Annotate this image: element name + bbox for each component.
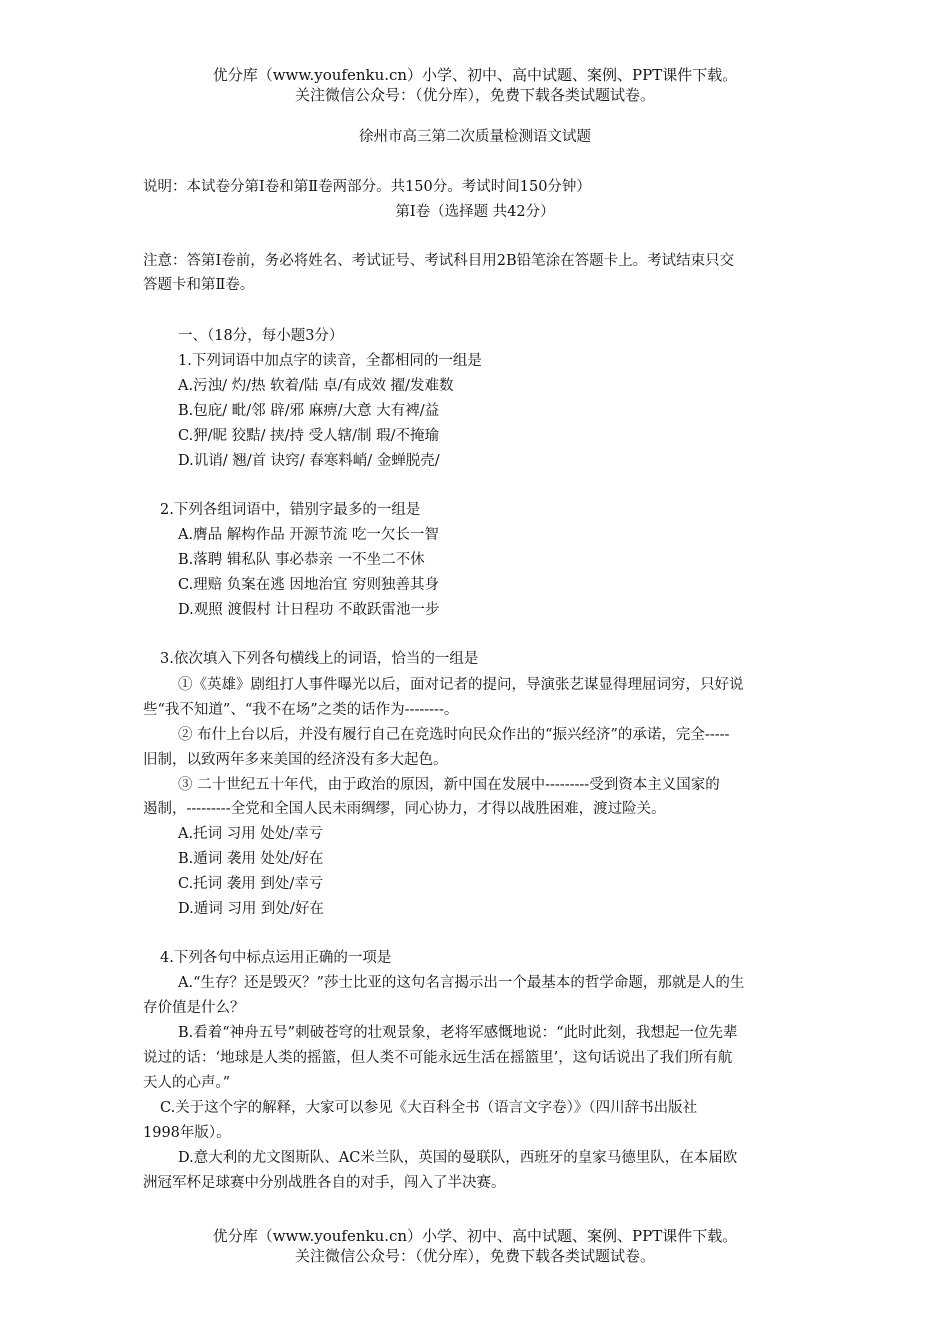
q4-option-b-line-3: 天人的心声。” bbox=[143, 1075, 231, 1091]
q3-sentence-1-line-1: ①《英雄》剧组打人事件曝光以后，面对记者的提问，导演张艺谋显得理屈词穷，只好说 bbox=[178, 677, 744, 693]
header-line-2: 关注微信公众号：（优分库），免费下载各类试题试卷。 bbox=[294, 86, 655, 104]
q2-stem: 2.下列各组词语中，错别字最多的一组是 bbox=[160, 502, 421, 518]
q4-option-d-line-1: D.意大利的尤文图斯队、AC米兰队，英国的曼联队，西班牙的皇家马德里队，在本届欧 bbox=[178, 1150, 738, 1166]
q1-option-b: B.包庇/ 毗/邻 辟/邪 麻痹/大意 大有裨/益 bbox=[178, 403, 440, 419]
q3-sentence-3-line-2: 遏制，---------全党和全国人民未雨绸缪，同心协力，才得以战胜困难，渡过险关。 bbox=[143, 801, 666, 817]
q1-option-c: C.狎/昵 狡黠/ 挟/持 受人辖/制 瑕/不掩瑜 bbox=[178, 428, 440, 444]
q2-option-b: B.落聘 辑私队 事必恭亲 一不坐二不休 bbox=[178, 552, 425, 568]
q3-option-a: A.托词 习用 处处/幸亏 bbox=[178, 826, 324, 842]
notice-line-1: 注意：答第Ⅰ卷前，务必将姓名、考试证号、考试科目用2B铅笔涂在答题卡上。考试结束只交 bbox=[143, 253, 735, 269]
q4-option-c-line-1: C.关于这个字的解释，大家可以参见《大百科全书（语言文字卷）》（四川辞书出版社 bbox=[160, 1100, 698, 1116]
q4-option-c-line-2: 1998年版）。 bbox=[143, 1125, 231, 1141]
q3-sentence-3-line-1: ③ 二十世纪五十年代，由于政治的原因，新中国在发展中---------受到资本主义国家的 bbox=[178, 777, 720, 793]
header-line-1: 优分库（www.youfenku.cn）小学、初中、高中试题、案例、PPT课件下载。 bbox=[212, 66, 738, 84]
q1-option-d: D.讥诮/ 翘/首 诀窍/ 春寒料峭/ 金蝉脱壳/ bbox=[178, 453, 440, 469]
q4-option-d-line-2: 洲冠军杯足球赛中分别战胜各自的对手，闯入了半决赛。 bbox=[143, 1175, 506, 1191]
part-heading: 一、（18分，每小题3分） bbox=[178, 328, 344, 344]
q2-option-c: C.理赔 负案在逃 因地治宜 穷则独善其身 bbox=[178, 577, 440, 593]
q3-stem: 3.依次填入下列各句横线上的词语，恰当的一组是 bbox=[160, 651, 479, 667]
q4-option-b-line-1: B.看着“神舟五号”刺破苍穹的壮观景象，老将军感慨地说：“此时此刻，我想起一位先辈 bbox=[178, 1025, 738, 1041]
exam-note: 说明：本试卷分第Ⅰ卷和第Ⅱ卷两部分。共150分。考试时间150分钟） bbox=[143, 179, 591, 195]
q2-option-a: A.膺品 解构作品 开源节流 吃一欠长一智 bbox=[178, 527, 439, 543]
q4-option-a-line-2: 存价值是什么？ bbox=[143, 1000, 245, 1016]
section-title: 第Ⅰ卷（选择题 共42分） bbox=[395, 204, 555, 220]
q1-stem: 1.下列词语中加点字的读音，全都相同的一组是 bbox=[178, 353, 482, 369]
footer-line-1: 优分库（www.youfenku.cn）小学、初中、高中试题、案例、PPT课件下载。 bbox=[212, 1227, 738, 1245]
q3-option-b: B.遁词 袭用 处处/好在 bbox=[178, 851, 324, 867]
q3-sentence-1-line-2: 些“我不知道”、“我不在场”之类的话作为--------。 bbox=[143, 702, 459, 718]
q1-option-a: A.污浊/ 灼/热 软着/陆 卓/有成效 擢/发难数 bbox=[178, 378, 454, 394]
q3-option-d: D.遁词 习用 到处/好在 bbox=[178, 901, 324, 917]
q4-stem: 4.下列各句中标点运用正确的一项是 bbox=[160, 950, 392, 966]
notice-line-2: 答题卡和第Ⅱ卷。 bbox=[143, 277, 255, 293]
q2-option-d: D.观照 渡假村 计日程功 不敢跃雷池一步 bbox=[178, 602, 440, 618]
q4-option-a-line-1: A.“生存？还是毁灭？”莎士比亚的这句名言揭示出一个最基本的哲学命题，那就是人的生 bbox=[178, 975, 745, 991]
q4-option-b-line-2: 说过的话：‘地球是人类的摇篮，但人类不可能永远生活在摇篮里’，这句话说出了我们所有航 bbox=[143, 1050, 733, 1066]
q3-sentence-2-line-2: 旧制，以致两年多来美国的经济没有多大起色。 bbox=[143, 752, 448, 768]
q3-option-c: C.托词 袭用 到处/幸亏 bbox=[178, 876, 324, 892]
q3-sentence-2-line-1: ② 布什上台以后，并没有履行自己在竞选时向民众作出的“振兴经济”的承诺，完全----- bbox=[178, 727, 730, 743]
footer-line-2: 关注微信公众号：（优分库），免费下载各类试题试卷。 bbox=[294, 1247, 655, 1265]
page-title: 徐州市高三第二次质量检测语文试题 bbox=[359, 129, 591, 145]
